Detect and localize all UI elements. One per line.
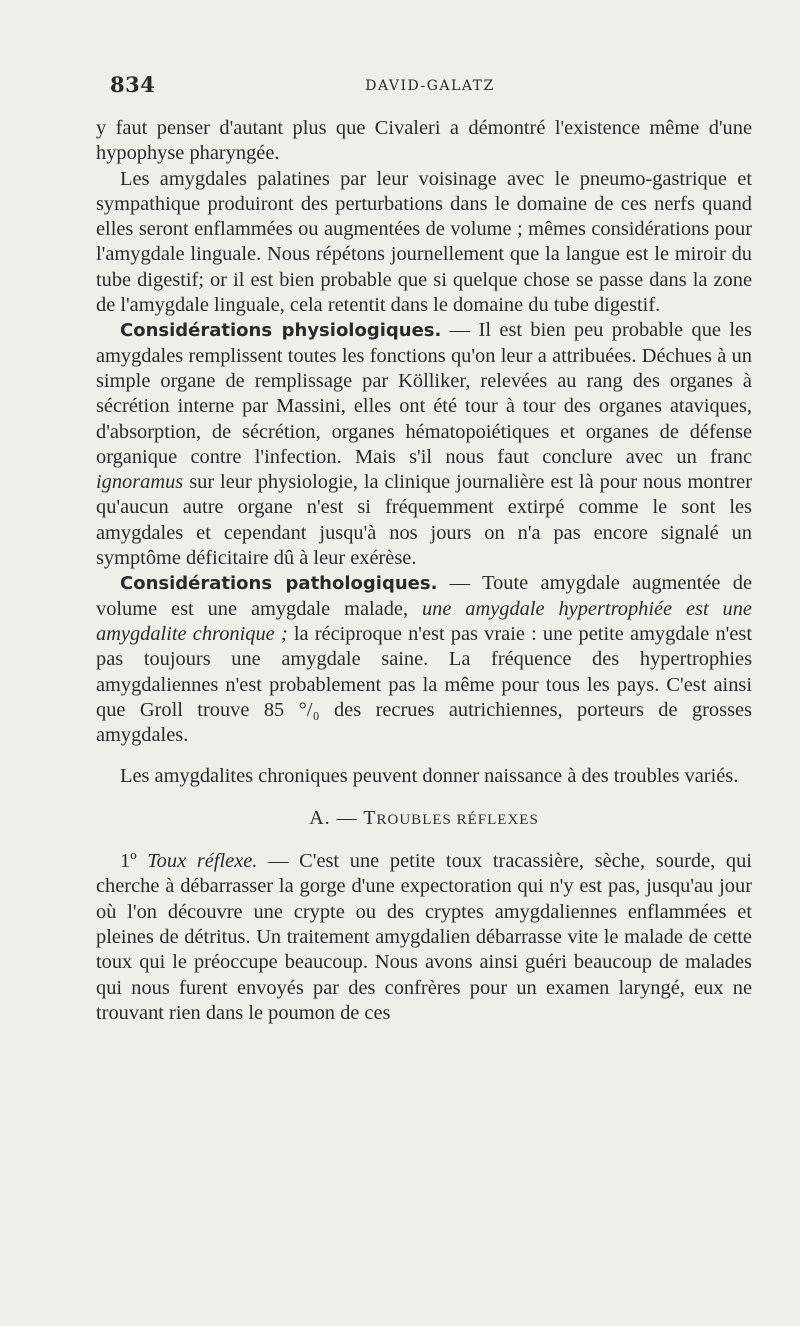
page-number: 834 — [110, 72, 156, 97]
physiology-italic: ignoramus — [96, 471, 184, 494]
toux-number: 1º — [120, 850, 148, 873]
section-title-prefix: A. — T — [309, 806, 377, 829]
heading-physiology: Considérations physiologiques. — [120, 320, 442, 342]
section-title-smallcaps: ROUBLES RÉFLEXES — [376, 811, 539, 828]
body-text — [96, 116, 752, 1026]
paragraph-toux — [96, 849, 752, 1026]
pathology-text-1: — Toute amygdale augmentée de volume est une amygdale malade, — [96, 572, 752, 620]
paragraph-pathology — [96, 571, 752, 748]
paragraph-5: Les amygdalites chroniques peuvent donner naissance à des troubles variés. — [120, 765, 739, 788]
paragraph-1: y faut penser d'autant plus que Civaleri a démontré l'existence même d'une hypophyse pharyngée. — [96, 117, 752, 165]
physiology-text-2: sur leur physiologie, la clinique journalière est là pour nous montrer qu'aucun autre organe n'est si fréquemment extirpé comme le sont les amygdales et cependant jusqu'à nos jours on n'a pas encore signalé un symptôme déficitaire dû à leur exérèse. — [96, 471, 752, 570]
physiology-text-1: — Il est bien peu probable que les amygdales remplissent toutes les fonctions qu'on leur a attribuées. Déchues à un simple organe de remplissage par Kölliker, relevées au rang des organes à sécrétion interne par Massini, elles ont été tour à tour des organes ataviques, d'absorption, de sécrétion, organes hématopoiétiques et organes de défense organique contre l'infection. Mais s'il nous faut conclure avec un franc — [96, 319, 752, 468]
paragraph-2: Les amygdales palatines par leur voisinage avec le pneumo-gastrique et sympathique produiront des perturbations dans le domaine de ces nerfs quand elles seront enflammées ou augmentées de volume ; mêmes considérations pour l'amygdale linguale. Nous répétons journellement que la langue est le miroir du tube digestif; or il est bien probable que si quelque chose se passe dans la zone de l'amygdale linguale, cela retentit dans le domaine du tube digestif. — [96, 167, 752, 317]
running-head: DAVID-GALATZ — [365, 78, 495, 94]
pathology-text-2: la réciproque n'est pas vraie : une petite amygdale n'est pas toujours une amygdale saine. La fréquence des hypertrophies amygdaliennes n'est probablement pas la même pour tous les pays. C'est ainsi que Groll trouve 85 °/₀ des recrues autrichiennes, porteurs de grosses amygdales. — [96, 622, 752, 747]
pathology-italic: une amygdale hypertrophiée est une amygdalite chronique ; — [96, 597, 752, 645]
page-header — [110, 72, 750, 102]
toux-text: — C'est une petite toux tracassière, sèche, sourde, qui cherche à débarrasser la gorge d'une expectoration qui n'y est pas, jusqu'au jour où l'on découvre une crypte ou des cryptes amygdaliennes enflammées et pleines de détritus. Un traitement amygdalien débarrasse vite le malade de cette toux qui le préoccupe beaucoup. Nous avons ainsi guéri beaucoup de malades qui nous furent envoyés par des confrères pour un examen laryngé, eux ne trouvant rien dans le poumon de ces — [96, 850, 752, 1024]
paragraph-physiology — [96, 318, 752, 571]
section-title — [96, 806, 752, 833]
heading-pathology: Considérations pathologiques. — [120, 573, 438, 595]
toux-heading: Toux réflexe. — [147, 850, 258, 873]
